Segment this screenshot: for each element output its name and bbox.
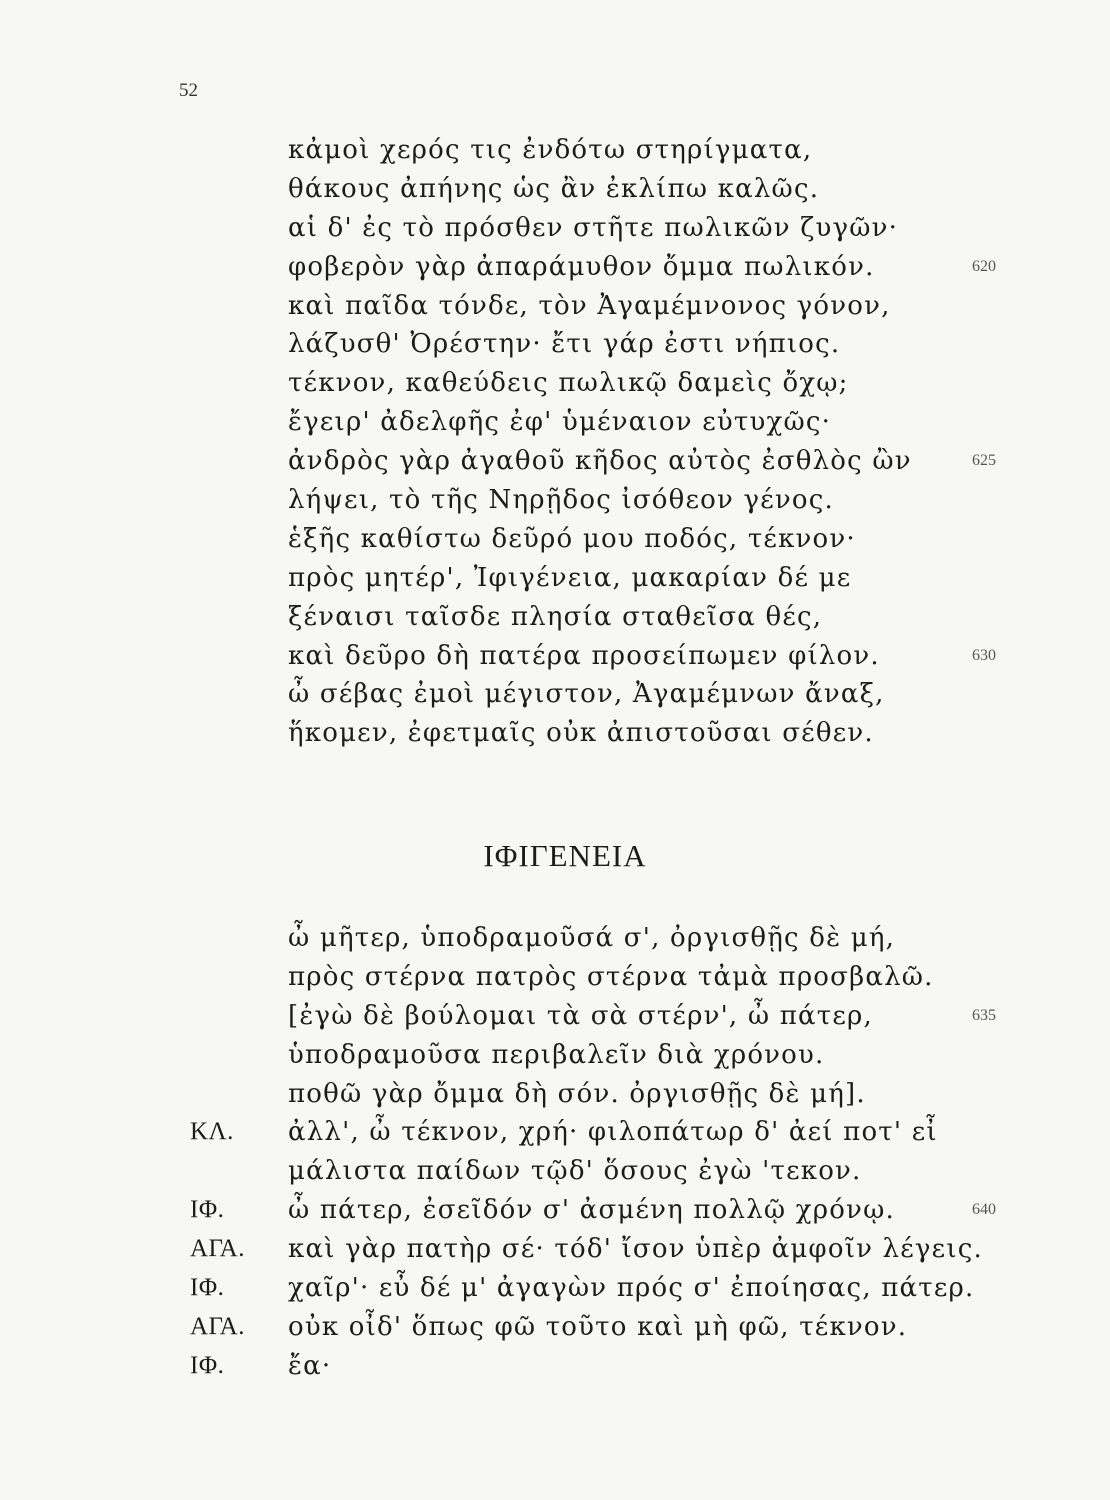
verse-line xyxy=(0,1347,1110,1386)
verse-line xyxy=(0,598,1110,637)
page-number: 52 xyxy=(179,80,198,101)
line-number: 635 xyxy=(972,1006,996,1024)
verse-text: ἥκομεν, ἐφετμαῖς οὐκ ἀπιστοῦσαι σέθεν. xyxy=(288,718,874,749)
verse-text: πρὸς στέρνα πατρὸς στέρνα τἀμὰ προσβαλῶ. xyxy=(288,961,934,992)
verse-text: ἑξῆς καθίστω δεῦρό μου ποδός, τέκνον· xyxy=(288,523,856,554)
verse-line xyxy=(0,325,1110,364)
verse-text: θάκους ἀπήνης ὡς ἂν ἐκλίπω καλῶς. xyxy=(288,173,820,204)
speaker-label: ΚΛ. xyxy=(190,1118,234,1146)
speaker-label: ΑΓΑ. xyxy=(190,1235,245,1263)
line-number: 620 xyxy=(972,257,996,275)
verse-text: ὑποδραμοῦσα περιβαλεῖν διὰ χρόνου. xyxy=(288,1039,825,1070)
verse-text: [ἐγὼ δὲ βούλομαι τὰ σὰ στέρν', ὦ πάτερ, xyxy=(288,1000,873,1031)
verse-text: ποθῶ γὰρ ὄμμα δὴ σόν. ὀργισθῇς δὲ μή]. xyxy=(288,1078,866,1109)
verse-line xyxy=(0,958,1110,997)
speaker-label: ΙΦ. xyxy=(190,1196,225,1224)
line-number: 640 xyxy=(972,1201,996,1219)
verse-line xyxy=(0,1230,1110,1269)
verse-text: καὶ γὰρ πατὴρ σέ· τόδ' ἴσον ὑπὲρ ἀμφοῖν λέγεις. xyxy=(288,1234,983,1265)
verse-text: ἔγειρ' ἀδελφῆς ἐφ' ὑμέναιον εὐτυχῶς· xyxy=(288,407,832,438)
verse-line xyxy=(0,131,1110,170)
verse-line xyxy=(0,209,1110,248)
verse-line xyxy=(0,637,1110,676)
verse-text: τέκνον, καθεύδεις πωλικῷ δαμεὶς ὄχῳ; xyxy=(288,368,849,399)
verse-text: αἱ δ' ἐς τὸ πρόσθεν στῆτε πωλικῶν ζυγῶν· xyxy=(288,212,899,243)
verse-text: ἔα· xyxy=(288,1350,332,1381)
speaker-label: ΙΦ. xyxy=(190,1274,225,1302)
verse-text: ὦ πάτερ, ἐσεῖδόν σ' ἀσμένη πολλῷ χρόνῳ. xyxy=(288,1195,895,1226)
speaker-heading: ΙΦΙΓΕΝΕΙΑ xyxy=(483,838,647,873)
verse-line xyxy=(0,287,1110,326)
verse-text: μάλιστα παίδων τῷδ' ὅσους ἐγὼ 'τεκον. xyxy=(288,1156,862,1187)
verse-text: ἀλλ', ὦ τέκνον, χρή· φιλοπάτωρ δ' ἀεί ποτ' εἶ xyxy=(288,1117,938,1148)
verse-text: οὐκ οἶδ' ὅπως φῶ τοῦτο καὶ μὴ φῶ, τέκνον. xyxy=(288,1311,908,1342)
verse-line xyxy=(0,714,1110,753)
verse-line xyxy=(0,559,1110,598)
verse-line xyxy=(0,520,1110,559)
verse-text: καὶ δεῦρο δὴ πατέρα προσείπωμεν φίλον. xyxy=(288,640,880,671)
verse-line xyxy=(0,403,1110,442)
verse-text: λάζυσθ' Ὀρέστην· ἔτι γάρ ἐστι νήπιος. xyxy=(288,329,841,360)
verse-block-1 xyxy=(0,131,1110,753)
verse-line xyxy=(0,1036,1110,1075)
verse-line xyxy=(0,1191,1110,1230)
line-number: 625 xyxy=(972,452,996,470)
verse-line xyxy=(0,364,1110,403)
verse-line xyxy=(0,1152,1110,1191)
verse-line xyxy=(0,675,1110,714)
verse-text: ξέναισι ταῖσδε πλησία σταθεῖσα θές, xyxy=(288,601,823,632)
verse-line xyxy=(0,248,1110,287)
verse-text: ὦ σέβας ἐμοὶ μέγιστον, Ἀγαμέμνων ἄναξ, xyxy=(288,679,885,710)
verse-line xyxy=(0,1269,1110,1308)
verse-text: φοβερὸν γὰρ ἀπαράμυθον ὄμμα πωλικόν. xyxy=(288,251,875,282)
verse-text: ἀνδρὸς γὰρ ἀγαθοῦ κῆδος αὐτὸς ἐσθλὸς ὢν xyxy=(288,446,912,477)
verse-line xyxy=(0,442,1110,481)
verse-line xyxy=(0,919,1110,958)
verse-line xyxy=(0,1075,1110,1114)
verse-text: κἀμοὶ χερός τις ἐνδότω στηρίγματα, xyxy=(288,135,813,165)
verse-text: χαῖρ'· εὖ δέ μ' ἀγαγὼν πρός σ' ἐποίησας, πάτερ. xyxy=(288,1273,975,1304)
verse-line xyxy=(0,1113,1110,1152)
verse-line xyxy=(0,481,1110,520)
verse-text: πρὸς μητέρ', Ἰφιγένεια, μακαρίαν δέ με xyxy=(288,562,852,593)
speaker-label: ΑΓΑ. xyxy=(190,1312,245,1340)
verse-text: καὶ παῖδα τόνδε, τὸν Ἀγαμέμνονος γόνον, xyxy=(288,290,891,321)
verse-line xyxy=(0,1308,1110,1347)
verse-text: λήψει, τὸ τῆς Νηρῇδος ἰσόθεον γένος. xyxy=(288,485,834,516)
verse-block-2 xyxy=(0,919,1110,1386)
verse-line xyxy=(0,997,1110,1036)
speaker-label: ΙΦ. xyxy=(190,1351,225,1379)
verse-line xyxy=(0,170,1110,209)
verse-text: ὦ μῆτερ, ὑποδραμοῦσά σ', ὀργισθῇς δὲ μή, xyxy=(288,923,896,953)
line-number: 630 xyxy=(972,646,996,664)
